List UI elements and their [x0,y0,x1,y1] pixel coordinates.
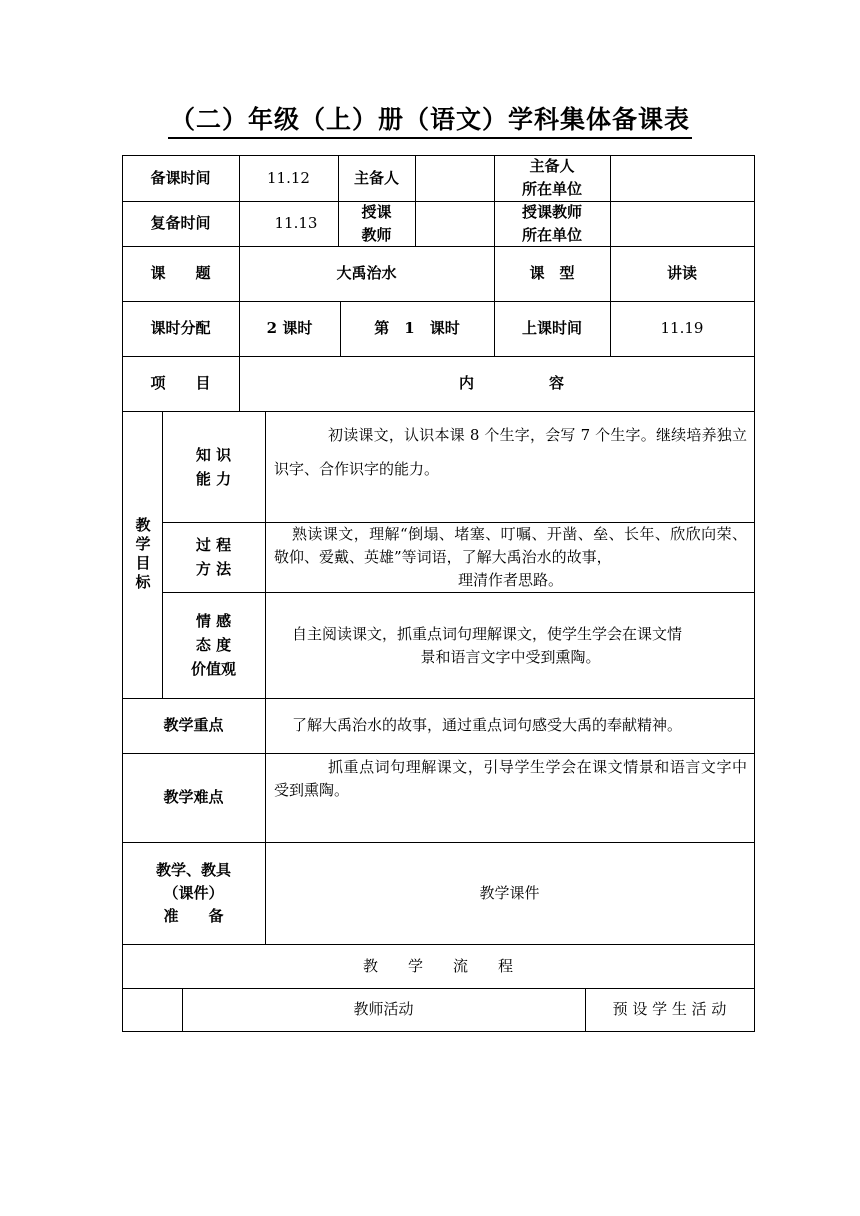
emotion-label-line1: 情 感 [195,612,232,630]
hours-label: 课时分配 [150,319,211,337]
process-label-line2: 方 法 [195,560,232,578]
class-time-value: 11.19 [660,319,704,337]
lesson-type-value: 讲读 [666,264,697,282]
prep-label-line1: 教学、教具 [155,860,231,879]
difficulties-text: 抓重点词句理解课文，引导学生学会在课文情景和语言文字中受到熏陶。 [274,758,747,799]
teacher-unit-value [610,201,754,246]
emotion-label-line2: 态 度 [195,636,232,654]
prep-label [122,842,265,944]
teaching-flow-title: 教 学 流 程 [362,956,513,975]
prep-time-label: 备课时间 [150,168,211,187]
process-text-line2: 理清作者思路。 [457,571,563,589]
emotion-text-line1: 自主阅读课文，抓重点词句理解课文，使学生学会在课文情 [292,625,683,643]
hours-value: 2 课时 [266,319,313,337]
knowledge-ability-label [162,411,265,522]
knowledge-label-line1: 知 识 [195,445,232,464]
emotion-attitude-text [274,623,747,669]
topic-label: 课 题 [150,264,211,282]
teacher-unit-label-line2: 所在单位 [521,225,582,244]
key-points-text: 了解大禹治水的故事，通过重点词句感受大禹的奉献精神。 [292,716,683,734]
page-title: （二）年级（上）册（语文）学科集体备课表 [0,104,860,139]
prep-time-value: 11.12 [267,168,310,187]
review-time-value: 11.13 [274,214,318,232]
process-method-label [162,522,265,592]
item-label: 项 目 [150,374,211,392]
teacher-label [338,201,415,246]
review-time-label: 复备时间 [150,214,211,232]
emotion-attitude-label [162,592,265,698]
table-border-bottom [122,1031,755,1032]
prep-label-line2: （课件） [163,883,224,902]
teacher-unit-label [494,201,610,246]
emotion-text-line2: 景和语言文字中受到熏陶。 [420,648,601,666]
prep-label-line3: 准 备 [163,906,224,925]
teacher-value [415,201,494,246]
emotion-label-line3: 价值观 [190,660,236,678]
teacher-unit-label-line1: 授课教师 [521,202,582,221]
lead-preparer-label: 主备人 [353,168,399,187]
difficulties-label: 教学难点 [163,788,224,806]
key-points-label: 教学重点 [163,716,224,734]
process-method-text [274,523,747,592]
teaching-goals-label [122,411,162,698]
knowledge-label-line2: 能 力 [195,469,232,488]
lead-unit-label-line2: 所在单位 [521,180,582,198]
teacher-label-line2: 教师 [361,225,392,244]
prep-text: 教学课件 [479,883,540,902]
topic-value: 大禹治水 [336,264,397,282]
period-value: 第 1 课时 [374,319,460,337]
lesson-type-label: 课 型 [529,264,575,282]
teaching-goals-label-text: 教学目标 [133,516,152,593]
lead-unit-label-line1: 主备人 [529,157,575,175]
knowledge-ability-text: 初读课文，认识本课 8 个生字，会写 7 个生字。继续培养独立识字、合作识字的能力。 [274,426,747,478]
table-border-right [754,155,755,1032]
teacher-activity-header: 教师活动 [353,1000,414,1018]
student-activity-header: 预 设 学 生 活 动 [612,1000,727,1018]
process-label-line1: 过 程 [195,536,232,554]
lead-unit-label [494,155,610,201]
class-time-label: 上课时间 [521,319,582,337]
content-label: 内 容 [458,374,564,392]
lead-unit-value [610,155,754,201]
lead-preparer-value [415,155,494,201]
teacher-label-line1: 授课 [361,202,392,221]
process-text-line1: 熟读课文，理解“倒塌、堵塞、叮嘱、开凿、垒、长年、欣欣向荣、敬仰、爱戴、英雄”等词语，了解大禹治水的故事， [274,525,747,566]
